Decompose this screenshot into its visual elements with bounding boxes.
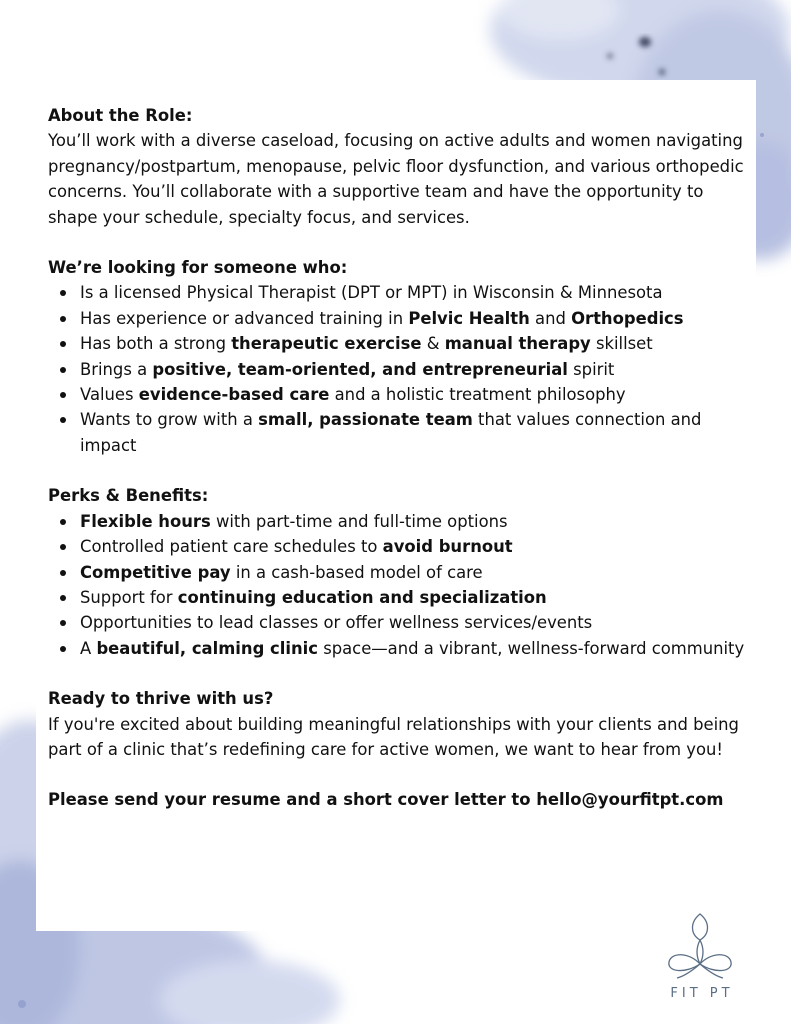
ready-body: If you're excited about building meaningful relationships with your clients and being part of a clinic that’s redefining care for active women, we want to hear from you! [48,714,739,759]
ready-heading: Ready to thrive with us? [48,689,274,709]
perk-item: A beautiful, calming clinic space—and a vibrant, wellness-forward community [48,636,748,661]
perk-item: Controlled patient care schedules to avoid burnout [48,534,748,559]
perk-item: Competitive pay in a cash-based model of care [48,560,748,585]
requirement-item: Values evidence-based care and a holistic treatment philosophy [48,382,748,407]
looking-heading: We’re looking for someone who: [48,258,348,278]
requirement-item: Brings a positive, team-oriented, and entrepreneurial spirit [48,357,748,382]
requirement-item: Is a licensed Physical Therapist (DPT or MPT) in Wisconsin & Minnesota [48,280,748,305]
perks-heading: Perks & Benefits: [48,486,209,506]
fit-pt-logo [656,910,744,1001]
lotus-figure-icon [663,910,737,982]
apply-instructions: Please send your resume and a short cover letter to hello@yourfitpt.com [48,790,724,810]
perks-list [48,509,748,661]
about-heading: About the Role: [48,106,193,125]
requirement-item: Has both a strong therapeutic exercise & manual therapy skillset [48,331,748,356]
requirement-item: Has experience or advanced training in Pelvic Health and Orthopedics [48,306,748,331]
perk-item: Opportunities to lead classes or offer wellness services/events [48,610,748,635]
perk-item: Flexible hours with part-time and full-time options [48,509,748,534]
job-posting [48,103,748,813]
perk-item: Support for continuing education and specialization [48,585,748,610]
logo-wordmark: FIT PT [670,986,734,1001]
requirement-item: Wants to grow with a small, passionate team that values connection and impact [48,407,748,458]
about-body: You’ll work with a diverse caseload, focusing on active adults and women navigating pregnancy/postpartum, menopause, pelvic floor dysfunction, and various orthopedic concerns. You’ll collaborate with a supportive team and have the opportunity to shape your schedule, specialty focus, and services. [48,131,744,227]
requirements-list [48,280,748,458]
